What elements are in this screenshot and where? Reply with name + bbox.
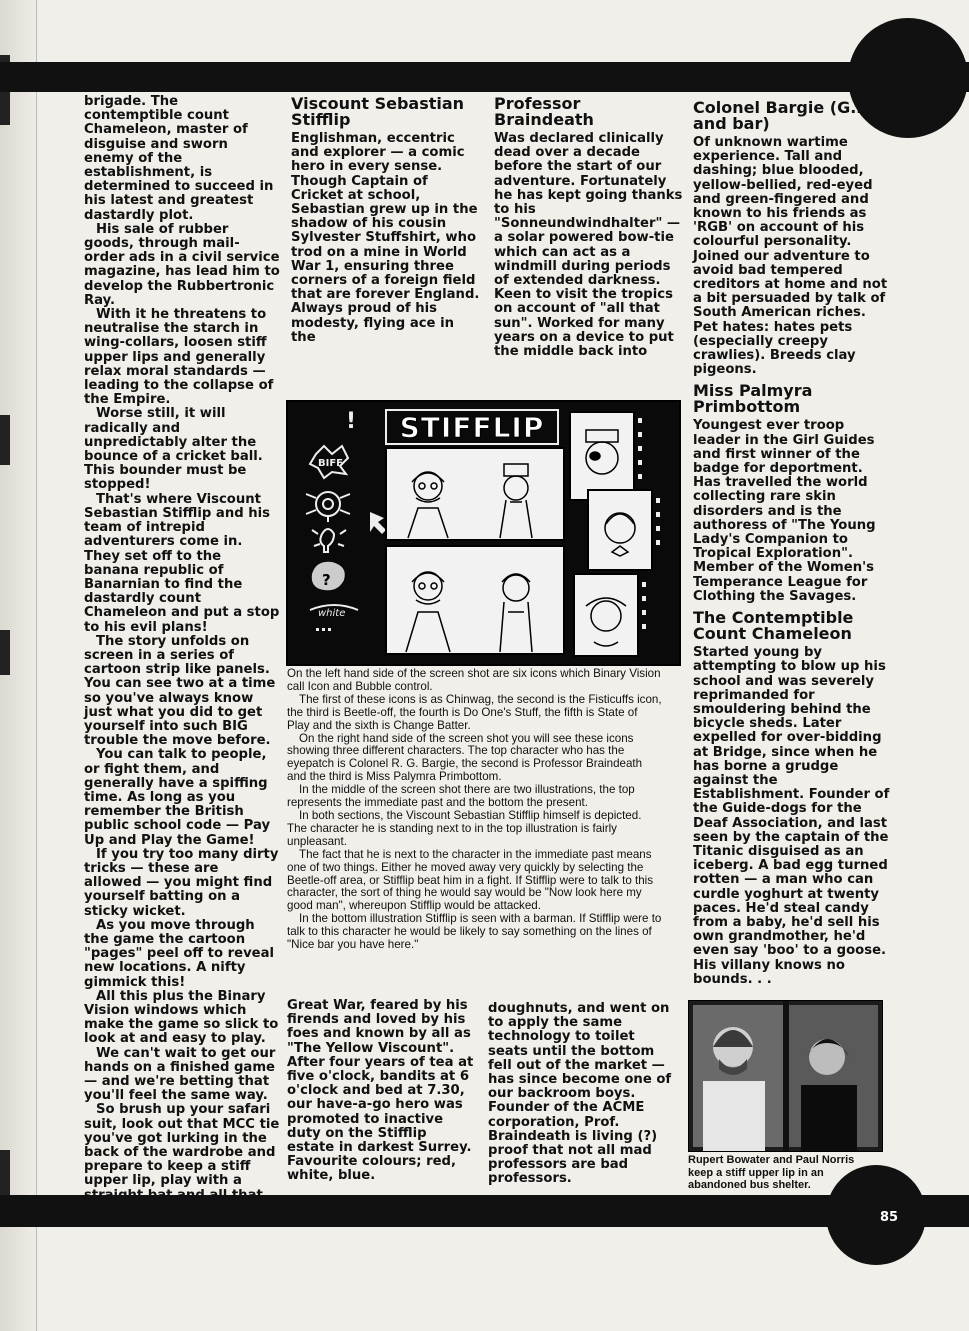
present-panel [386,546,564,654]
caption-paragraph: In both sections, the Viscount Sebastian Stifflip himself is depicted. The character he is standing next to in the top illustration is fairly unpleasant. [287,808,642,848]
chinwag-icon: ! [346,409,357,434]
profile-text: Of unknown wartime experience. Tall and dashing; blue blooded, yellow-bellied, red-eyed and green-fingered and known to his friends as 'RGB' on account of his colourful personality. Joined our adventure to avoid bad tempered creditors at home and not a bit persuaded by talk of South American riches. Pet hates: hates pets (especially creepy crawlies). Breeds clay pigeons. [693,135,888,378]
bargie-portrait [570,412,634,500]
paragraph: The story unfolds on screen in a series of cartoon strip like panels. You can see two at a time so you've always know just what you did to get yourself into such BIG trouble the move before. [84,633,276,749]
profile-heading: The Contemptible Count Chameleon [693,608,854,644]
paragraph: You can talk to people, or fight them, and generally have a spiffing time. As long as you remember the British public school code — Pay Up and Play the Game! [84,747,271,848]
profile-text: Great War, feared by his firends and loved by his foes and known by all as "The Yellow Viscount". After four years of tea at five o'clock, bandits at 6 o'clock and bed at 7.30, our have-a-go hero was promoted to inactive duty on the Stifflip estate in darkest Surrey. Favourite colours; red, white, blue. [287,998,474,1184]
caption-paragraph: In the bottom illustration Stifflip is seen with a barman. If Stifflip were to talk to this character he would be likely to say something on the lines of "Nice bar you have here." [287,912,662,952]
primbottom-portrait [574,574,638,656]
paragraph: His sale of rubber goods, through mail-order ads in a civil service magazine, has lead him to develop the Rubbertronic Ray. [84,221,280,308]
svg-text:white: white [318,608,346,619]
screenshot-caption [287,668,663,952]
profile-text: Started young by attempting to blow up his school and was severely reprimanded for smouldering behind the bicycle sheds. Later expelled for over-bidding at Bridge, since when he has borne a grudge against the Establishment. Founder of the Guide-dogs for the Deaf Association, and last seen by the captain of the Titanic disguised as an iceberg. A bad egg turned rotten — a man who can curdle yoghurt at twenty paces. He'd steal candy from a baby, he'd sell his own grandmother, he'd even say 'boo' to a goose. His villany knows no bounds. . . [693,645,890,987]
braindeath-portrait [588,490,652,570]
svg-text:BIFF: BIFF [318,458,344,469]
caption-paragraph: On the right hand side of the screen shot you will see these icons showing three different characters. The top character who has the eyepatch is Colonel R. G. Bargie, the second is Professor Braindeath and the third is Miss Palymra Primbottom. [287,731,643,784]
paragraph: That's where Viscount Sebastian Stifflip and his team of intrepid adventurers come in. They set off to the banana republic of Banarnian to find the dastardly count Chameleon and put a stop to his evil plans! [84,491,280,635]
svg-text:?: ? [322,571,331,589]
main-article-column [84,95,280,1217]
top-bar [0,62,969,92]
stifflip-profile [291,96,481,345]
profile-text: Youngest ever troop leader in the Girl Guides and first winner of the badge for deportment. Has travelled the world collecting rare skin disorders and is the authoress of "The Young Lady's Companion to Tropical Exploration". Member of the Women's Temperance League for Clothing the Savages. [693,418,876,604]
game-screenshot-art [288,402,679,664]
character-profiles-column [693,100,893,993]
paragraph: If you try too many dirty tricks — these are allowed — you might find yourself batting on a sticky wicket. [84,846,279,919]
paragraph: All this plus the Binary Vision windows which make the game so slick to look at and easy to play. [84,988,279,1047]
page-spine [0,0,37,1331]
profile-text: Was declared clinically dead over a decade before the start of our adventure. Fortunately he has kept going thanks to his "Sonneundwindhalter" — a solar powered bow-tie which can act as a windmill during periods of extended darkness. Keen to visit the tropics on account of "all that sun". Worked for many years on a device to put the middle back into [494,131,683,360]
bargie-profile [693,100,893,377]
chameleon-profile [693,610,893,987]
photo-caption: Rupert Bowater and Paul Norris keep a stiff upper lip in an abandoned bus shelter. [688,1154,855,1191]
braindeath-profile-continued [488,1002,678,1187]
paragraph: So brush up your safari suit, look out that MCC tie you've got lurking in the back of the wardrobe and prepare to keep a stiff upper lip, play with a straight bat and all that True Brit stuff. [84,1102,280,1217]
authors-photo-art [689,1001,882,1151]
profile-heading: Professor Braindeath [494,94,594,129]
game-screenshot [286,400,681,666]
stifflip-profile-continued [287,999,477,1184]
profile-heading: Miss Palmyra Primbottom [693,381,813,417]
spine-mark [0,1150,10,1200]
profile-text: doughnuts, and went on to apply the same technology to toilet seats until the bottom fell out of the market — has since become one of our backroom boys. Founder of the ACME corporation, Prof. Braindeath is living (?) proof that not all mad professors are bad professors. [488,1001,672,1187]
profile-heading: Viscount Sebastian Stifflip [291,94,465,129]
paragraph: Worse still, it will radically and unpredictably alter the bounce of a cricket ball. This bounder must be stopped! [84,406,263,493]
paragraph: brigade. The contemptible count Chameleon, master of disguise and sworn enemy of the establishment, is determined to succeed in his latest and greatest dastardly plot. [84,94,274,223]
paragraph: We can't wait to get our hands on a finished game — and we're betting that you'll feel the same way. [84,1045,276,1104]
caption-paragraph: The first of these icons is as Chinwag, the second is the Fisticuffs icon, the third is Beetle-off, the fourth is Do One's Stuff, the fifth is State of Play and the sixth is Change Batter. [287,692,662,732]
spine-mark [0,415,10,465]
caption-paragraph: The fact that he is next to the character in the immediate past means one of two things. Either he moved away very quickly by selecting the Beetle-off area, or Stifflip beat him in a fight. If Stifflip were to talk to this character, the sort of thing he would say would be "Now look here my good man", whereupon Stifflip would be attacked. [287,847,654,913]
profile-text: Englishman, eccentric and explorer — a comic hero in every sense. Though Captain of Cricket at school, Sebastian grew up in the shadow of his cousin Sylvester Stuffshirt, who trod on a mine in World War 1, ensuring three corners of a foreign field that are forever England. Always proud of his modesty, flying ace in the [291,131,480,345]
authors-photo [688,1000,883,1152]
profile-heading: Colonel Bargie (G.N.T. and bar) [693,98,891,133]
stifflip-logo: STIFFLIP [399,411,545,444]
primbottom-profile [693,383,893,604]
paragraph: As you move through the game the cartoon "pages" peel off to reveal new locations. A nifty gimmick this! [84,917,275,990]
caption-paragraph: On the left hand side of the screen shot are six icons which Binary Vision call Icon and Bubble control. [287,667,661,693]
page-number: 85 [880,1210,899,1225]
spine-mark [0,630,10,675]
paragraph: With it he threatens to neutralise the starch in wing-collars, loosen stiff upper lips and generally relax moral standards — leading to the collapse of the Empire. [84,307,274,408]
braindeath-profile [494,96,684,359]
caption-paragraph: In the middle of the screen shot there are two illustrations, the top represents the immediate past and the bottom the present. [287,783,635,810]
